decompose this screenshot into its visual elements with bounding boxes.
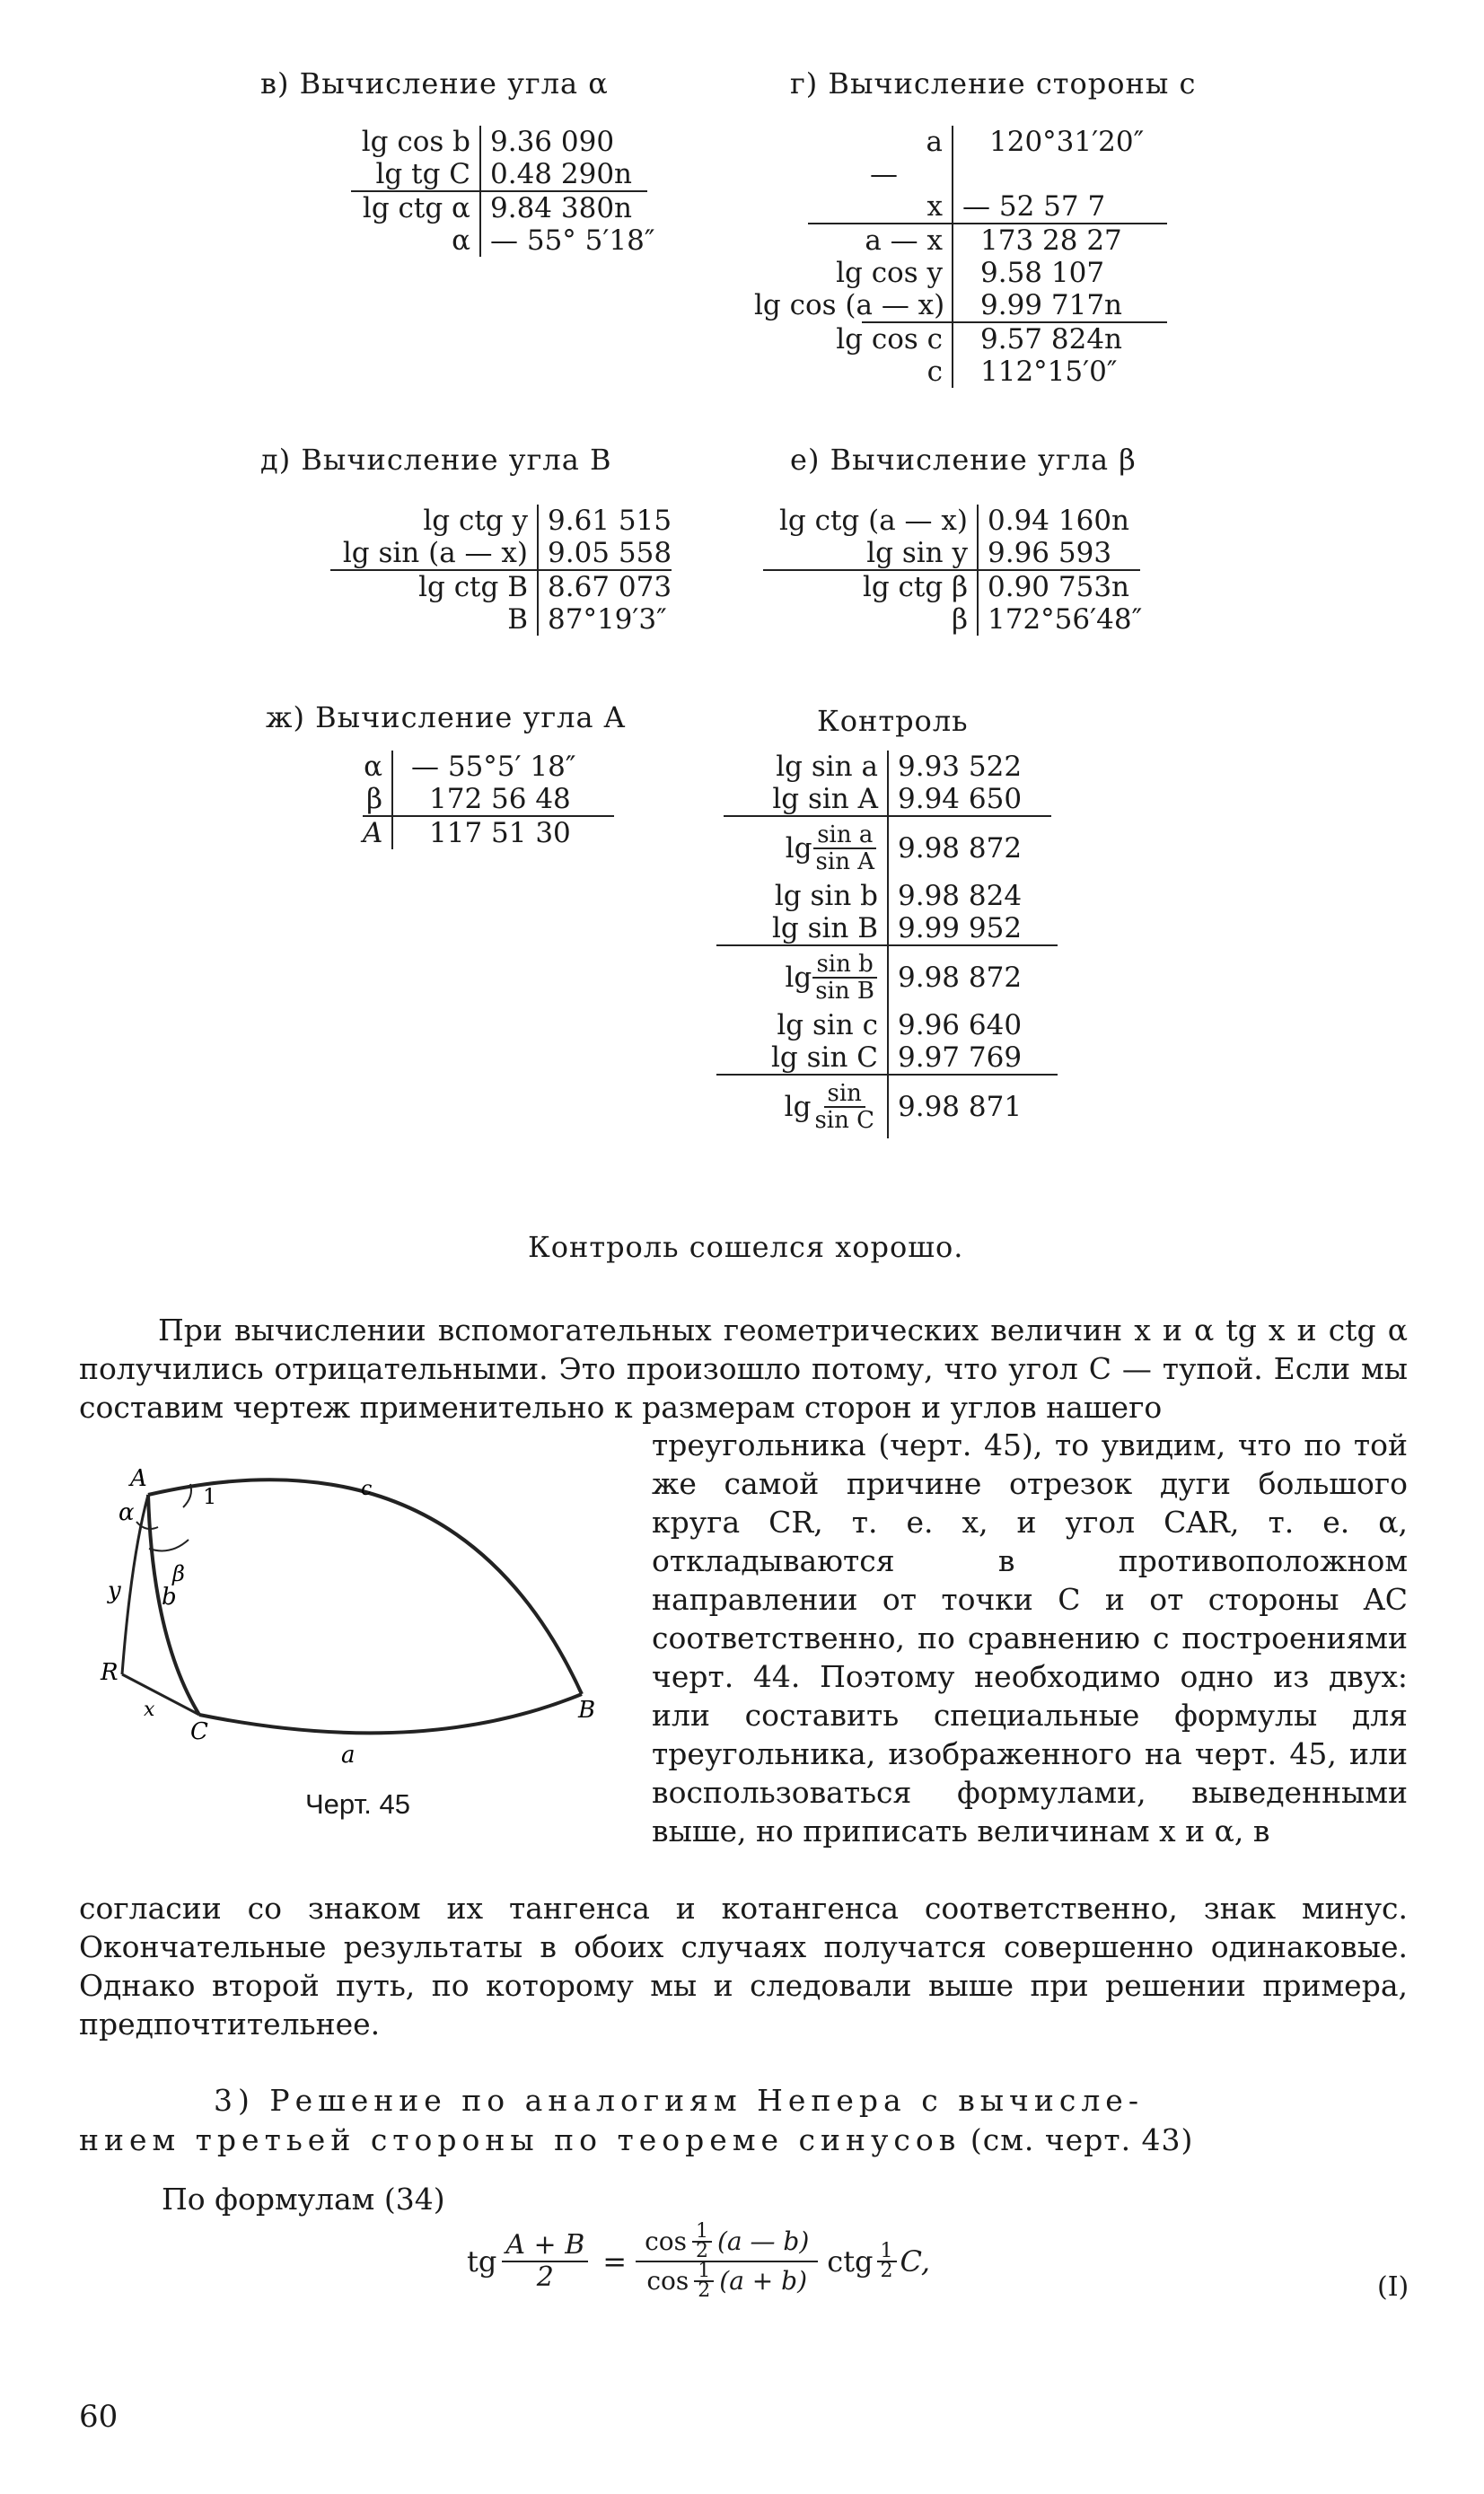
control-conclusion: Контроль сошелся хорошо. (528, 1230, 964, 1264)
label-R: R (101, 1659, 119, 1686)
table-row: lg $\frac{\text{sin a}}{\text{sin A}}$ 9.98 872 (727, 817, 1058, 880)
table-row: x — 52 57 7 (754, 190, 1167, 223)
heading-angle-alpha: в) Вычисление угла α (260, 66, 609, 101)
heading-side-c: г) Вычисление стороны c (790, 66, 1197, 101)
table-row: lg sin A 9.94 650 (727, 783, 1058, 815)
fraction: $\frac{A + B}{2}$ (502, 2230, 588, 2293)
table-row: lg sin (a — x) 9.05 558 (330, 537, 672, 569)
formula-napier: tg $\frac{A + B}{2}$ = cos $\frac{1}{2}$ (a — b) cos $\frac{1}{2}$ (a + b) ctg $\frac{1}{2}$ C, (467, 2220, 931, 2302)
figure-45-diagram (81, 1450, 619, 1782)
table-angle-B (330, 505, 672, 636)
table-side-c (754, 126, 1167, 388)
fraction: $\frac{\sin}{\text{sin C}}$ (814, 1080, 874, 1134)
table-row: lg ctg α 9.84 380n (338, 192, 654, 224)
table-row: α — 55° 5′18″ (338, 224, 654, 257)
label-A: A (130, 1465, 147, 1492)
table-row: lg $\frac{\sin}{\text{sin C}}$ 9.98 871 (727, 1076, 1058, 1138)
table-angle-beta (763, 505, 1142, 636)
label-beta: β (172, 1561, 185, 1586)
label-alpha: α (119, 1499, 135, 1526)
table-row: β 172°56′48″ (763, 603, 1142, 636)
table-row: lg sin C 9.97 769 (727, 1041, 1058, 1074)
heading-angle-B: д) Вычисление угла B (260, 443, 612, 477)
table-row: lg sin B 9.99 952 (727, 912, 1058, 944)
fraction: $\frac{\text{sin b}}{\text{sin B}}$ (812, 952, 878, 1004)
table-row: A 117 51 30 (363, 817, 571, 849)
fraction: $\frac{1}{2}$ (877, 2243, 897, 2280)
table-row: lg ctg y 9.61 515 (330, 505, 672, 537)
table-row: — (754, 158, 1167, 190)
section3-line1: 3) Решение по аналогиям Непера с вычисле- (214, 2083, 1144, 2118)
table-row: lg sin y 9.96 593 (763, 537, 1142, 569)
table-row: lg ctg β 0.90 753n (763, 571, 1142, 603)
table-control (727, 751, 1058, 1138)
page-number: 60 (79, 2399, 119, 2435)
table-row: α — 55°5′ 18″ (364, 751, 576, 783)
table-row: lg sin b 9.98 824 (727, 880, 1058, 912)
table-row: lg ctg B 8.67 073 (330, 571, 672, 603)
table-row: lg cos b 9.36 090 (338, 126, 654, 158)
heading-control: Контроль (817, 704, 969, 738)
table-angle-alpha (338, 126, 654, 257)
formula-number: (I) (1377, 2271, 1409, 2303)
table-row: a 120°31′20″ (754, 126, 1167, 158)
heading-angle-A: ж) Вычисление угла A (266, 700, 626, 734)
label-B: B (578, 1697, 596, 1724)
label-x: x (144, 1699, 155, 1721)
table-row: lg ctg (a — x) 0.94 160n (763, 505, 1142, 537)
table-row: lg cos (a — x) 9.99 717n (754, 289, 1123, 321)
label-c: c (361, 1478, 373, 1500)
angle-beta-mark (149, 1540, 189, 1550)
section3-line2: нием третьей стороны по теореме синусов (см. черт. 43) (79, 2122, 1194, 2157)
table-row: lg tg C 0.48 290n (338, 158, 654, 190)
table-row: lg sin a 9.93 522 (727, 751, 1058, 783)
arc-c (148, 1480, 582, 1694)
label-a: a (341, 1742, 356, 1769)
formula-intro: По формулам (34) (162, 2182, 445, 2217)
table-row: lg $\frac{\text{sin b}}{\text{sin B}}$ 9.98 872 (727, 946, 1058, 1009)
table-row: a — x 173 28 27 (754, 224, 1167, 257)
table-row: c 112°15′0″ (754, 356, 1167, 388)
table-row: B 87°19′3″ (330, 603, 672, 636)
heading-angle-beta: е) Вычисление угла β (790, 443, 1137, 477)
label-C: C (190, 1718, 208, 1745)
figure-caption: Черт. 45 (305, 1788, 410, 1820)
table-row: lg cos c 9.57 824n (754, 323, 1167, 356)
table-row: lg sin c 9.96 640 (727, 1009, 1058, 1041)
table-angle-A (363, 751, 614, 849)
arc-a (199, 1694, 582, 1733)
fraction: cos $\frac{1}{2}$ (a — b) cos $\frac{1}{2}$ (a + b) (636, 2223, 818, 2300)
table-row: β 172 56 48 (363, 783, 614, 815)
table-row: lg cos y 9.58 107 (754, 257, 1167, 289)
label-b: b (162, 1584, 177, 1611)
label-one: 1 (203, 1484, 217, 1509)
paragraph-bottom: согласии со знаком их тангенса и котангенса соответственно, знак минус. Окончательные результаты в обоих случаях получатся совершенно одинаковые. Однако второй путь, по которому мы и следовали выше при решении примера, предпочтительнее. (79, 1891, 1408, 2042)
fraction: $\frac{\text{sin a}}{\text{sin A}}$ (812, 822, 878, 874)
label-y: y (108, 1577, 121, 1604)
paragraph-right: треугольника (черт. 45), то увидим, что по той же самой причине отрезок дуги большого круга CR, т. е. x, и угол CAR, т. е. α, откладываются в противоположном направлении от точки C и от стороны AC соответственно, по сравнению с построениями черт. 44. Поэтому необходимо одно из двух: или составить специальные формулы для треугольника, изображенного на черт. 45, или воспользоваться формулами, выведенными выше, но приписать величинам x и α, в (652, 1427, 1408, 1849)
paragraph-top: При вычислении вспомогательных геометрических величин x и α tg x и ctg α получились отрицательными. Это произошло потому, что угол C — тупой. Если мы составим чертеж применительно к размерам сторон и углов нашего (79, 1313, 1408, 1425)
